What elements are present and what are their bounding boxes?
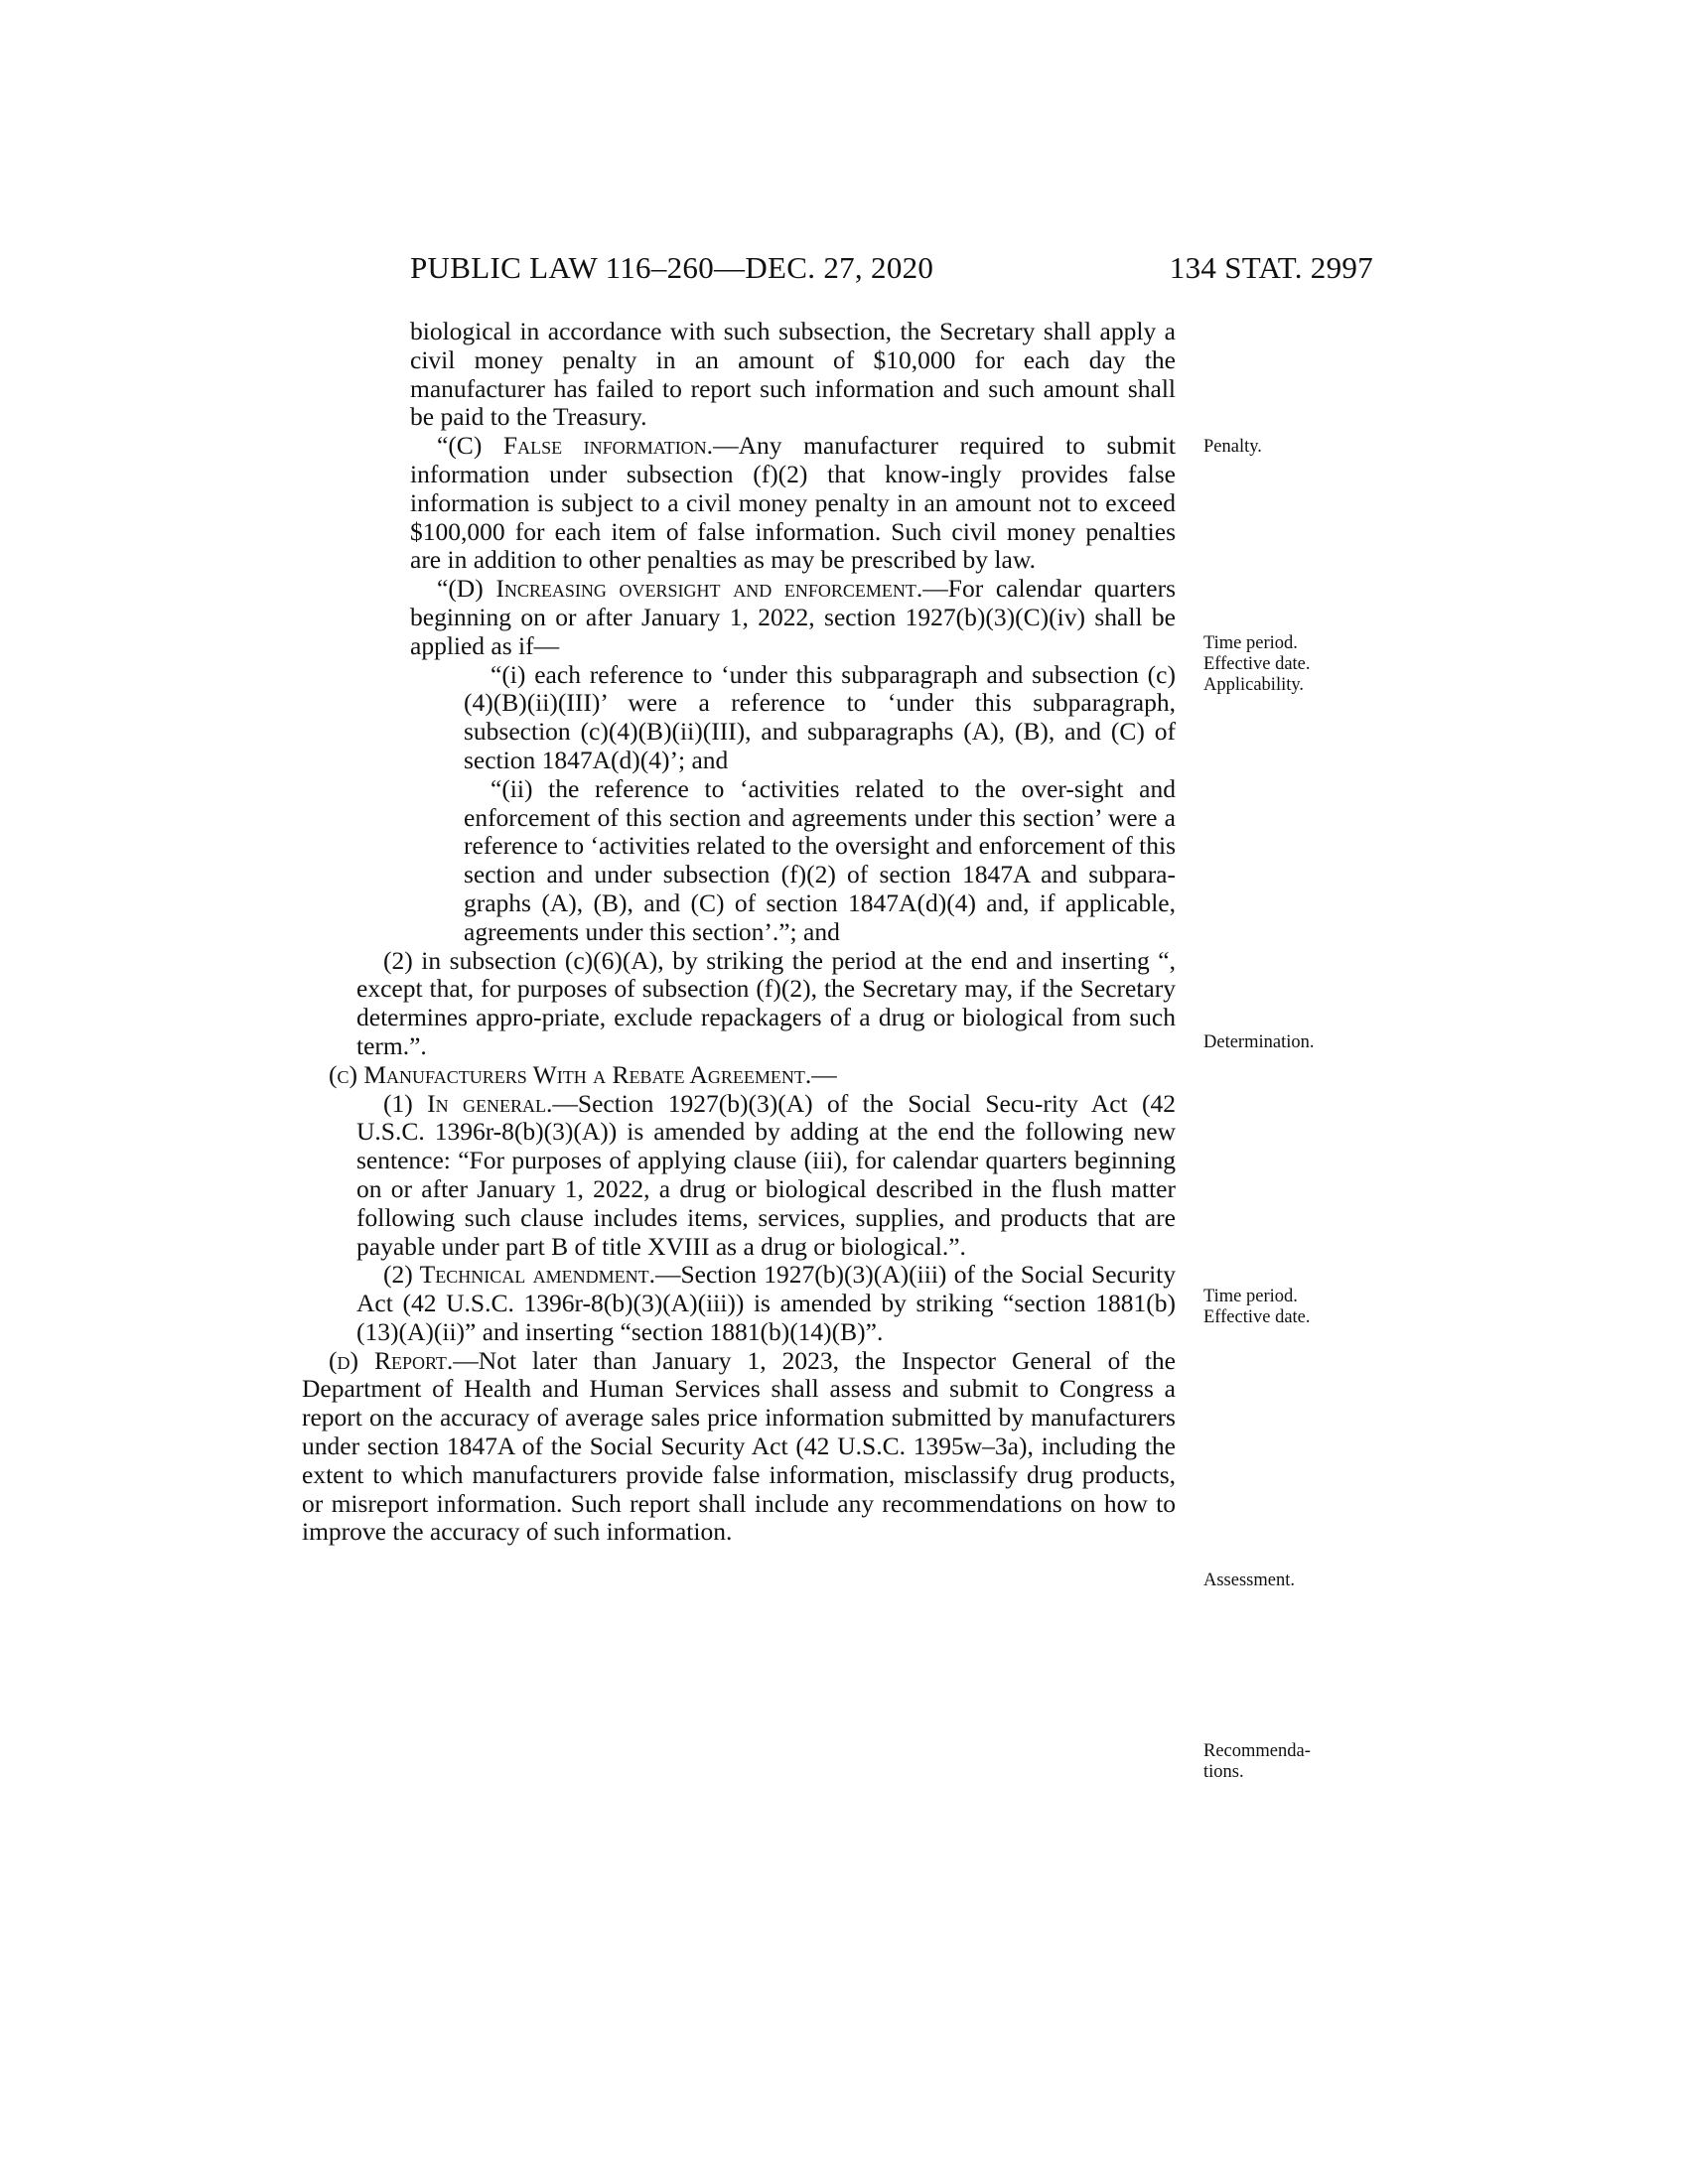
paragraph-heading: (d) Report.	[329, 1345, 454, 1375]
margin-note-line: Effective date.	[1203, 1307, 1311, 1327]
statute-paragraph	[464, 661, 1176, 775]
margin-note-recommendations	[1203, 1741, 1362, 1783]
statute-paragraph	[464, 775, 1176, 947]
paragraph-text: biological in accordance with such subsection, the Secretary shall apply a civil money penalty in an amount of $10,000 for each day the manufacturer has failed to report such information and such amount shall be paid to the Treasury.	[410, 317, 1176, 432]
running-head-title: PUBLIC LAW 116–260—DEC. 27, 2020	[410, 250, 934, 285]
margin-note-time-period	[1203, 633, 1362, 696]
statute-paragraph	[356, 1090, 1176, 1262]
paragraph-text: —Section 1927(b)(3)(A) of the Social Secu-rity Act (42 U.S.C. 1396r-8(b)(3)(A)) is amended by adding at the end the following new sentence: “For purposes of applying clause (iii), for calendar quarters beginning on or after January 1, 2022, a drug or biological described in the flush matter following such clause includes items, services, supplies, and products that are payable under part B of title XVIII as a drug or biological.”.	[356, 1088, 1177, 1261]
statute-paragraph	[410, 432, 1176, 575]
statute-paragraph	[302, 1061, 1176, 1090]
statute-paragraph	[302, 1347, 1176, 1548]
paragraph-text: —	[811, 1059, 837, 1089]
statute-paragraph	[410, 318, 1176, 432]
margin-note-determination	[1203, 1032, 1362, 1053]
paragraph-text: —For calendar quarters beginning on or after January 1, 2022, section 1927(b)(3)(C)(iv) shall be applied as if—	[410, 574, 1176, 660]
paragraph-text: —Not later than January 1, 2023, the Inspector General of the Department of Health and Human Services shall assess and submit to Congress a report on the accuracy of average sales price information submitted by manufacturers under section 1847A of the Social Security Act (42 U.S.C. 1395w–3a), including the extent to which manufacturers provide false information, misclassify drug products, or misreport information. Such report shall include any recommendations on how to improve the accuracy of such information.	[302, 1345, 1176, 1547]
paragraph-text: —Any manufacturer required to submit information under subsection (f)(2) that know-ingly provides false information is subject to a civil money penalty in an amount not to exceed $100,000 for each item of false information. Such civil money penalties are in addition to other penalties as may be prescribed by law.	[410, 431, 1176, 575]
margin-note-penalty	[1203, 437, 1362, 458]
margin-note-line: Time period.	[1203, 1287, 1298, 1306]
margin-note-line: Determination.	[1203, 1032, 1315, 1052]
paragraph-text: —Section 1927(b)(3)(A)(iii) of the Social Security Act (42 U.S.C. 1396r-8(b)(3)(A)(iii)) is amended by striking “section 1881(b)(13)(A)(ii)” and inserting “section 1881(b)(14)(B)”.	[356, 1260, 1176, 1346]
margin-note-effective-date	[1203, 1287, 1362, 1328]
paragraph-heading: (2) Technical amendment.	[383, 1260, 655, 1290]
margin-note-line: Effective date.	[1203, 654, 1311, 674]
paragraph-heading: (1) In general.	[383, 1088, 553, 1118]
margin-note-line: Applicability.	[1203, 675, 1305, 695]
paragraph-text: (2) in subsection (c)(6)(A), by striking the period at the end and inserting “, except that, for purposes of subsection (f)(2), the Secretary may, if the Secretary determines appro-priate, exclude repackagers of a drug or biological from such term.”.	[356, 945, 1176, 1060]
paragraph-heading: “(D) Increasing oversight and enforcement.	[437, 574, 923, 604]
paragraph-heading: “(C) False information.	[437, 431, 714, 461]
margin-note-line: Time period.	[1203, 633, 1298, 653]
margin-note-line: Recommenda-	[1203, 1741, 1311, 1761]
statute-paragraph	[410, 575, 1176, 660]
page-header	[410, 246, 1373, 290]
margin-note-assessment	[1203, 1570, 1362, 1591]
statute-text	[302, 318, 1176, 1547]
statute-paragraph	[356, 1261, 1176, 1346]
paragraph-text: “(i) each reference to ‘under this subparagraph and subsection (c)(4)(B)(ii)(III)’ were a reference to ‘under this subparagraph, subsection (c)(4)(B)(ii)(III), and subparagraphs (A), (B), and (C) of section 1847A(d)(4)’; and	[464, 659, 1176, 774]
margin-note-line: Assessment.	[1203, 1570, 1295, 1590]
statute-paragraph	[356, 947, 1176, 1061]
page-number: 134 STAT. 2997	[1169, 250, 1373, 285]
margin-note-line: tions.	[1203, 1762, 1244, 1782]
paragraph-text: “(ii) the reference to ‘activities related to the over-sight and enforcement of this section and agreements under this section’ were a reference to ‘activities related to the oversight and enforcement of this section and under subsection (f)(2) of section 1847A and subpara-graphs (A), (B), and (C) of section 1847A(d)(4) and, if applicable, agreements under this section’.”; and	[464, 773, 1176, 946]
paragraph-heading: (c) Manufacturers With a Rebate Agreement.	[329, 1059, 812, 1089]
margin-note-line: Penalty.	[1203, 437, 1262, 457]
